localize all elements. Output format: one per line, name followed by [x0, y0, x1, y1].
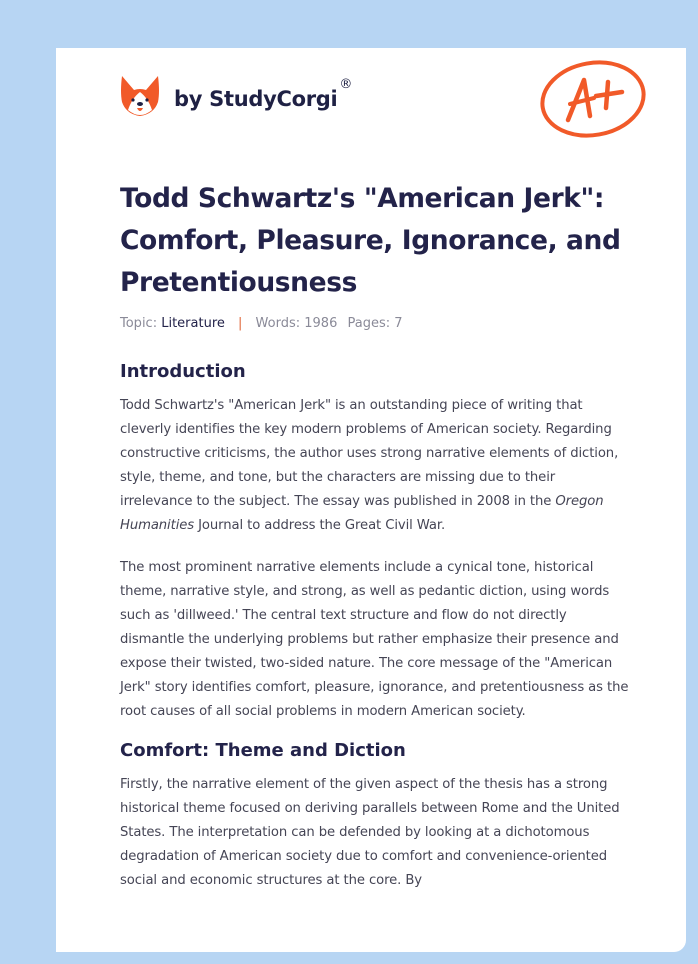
studycorgi-logo[interactable] [120, 74, 352, 118]
meta-separator: | [238, 316, 243, 331]
paragraph: Todd Schwartz's "American Jerk" is an outstanding piece of writing that cleverly identifies the key modern problems of American society. Regarding constructive criticisms, the author uses strong narrative elements of diction, style, theme, and tone, but the characters are missing due to their irrelevance to the subject. The essay was published in 2008 in the Oregon Humanities Journal to address the Great Civil War. [120, 398, 619, 533]
journal-title: Oregon Humanities [120, 494, 604, 533]
article-meta [120, 316, 630, 331]
topic-link[interactable]: Literature [161, 316, 225, 331]
section-heading-comfort: Comfort: Theme and Diction [120, 740, 406, 761]
pages-value: 7 [394, 316, 403, 331]
section-heading-introduction: Introduction [120, 361, 246, 382]
brand-name: by StudyCorgi® [174, 77, 353, 111]
a-plus-grade-icon [538, 58, 648, 147]
paragraph: The most prominent narrative elements include a cynical tone, historical theme, narrative style, and strong, as well as pedantic diction, using words such as 'dillweed.' The central text structure and flow do not directly dismantle the underlying problems but rather emphasize their presence and expose their twisted, two-sided nature. The core message of the "American Jerk" story identifies comfort, pleasure, ignorance, and pretentiousness as the root causes of all social problems in modern American society. [120, 560, 629, 719]
paragraph: Firstly, the narrative element of the given aspect of the thesis has a strong historical theme focused on deriving parallels between Rome and the United States. The interpretation can be defended by looking at a dichotomous degradation of American society due to comfort and convenience-oriented social and economic structures at the core. By [120, 777, 620, 888]
registered-mark: ® [339, 77, 353, 92]
article [120, 178, 630, 893]
document-card [56, 48, 686, 952]
topic-label: Topic: [120, 316, 158, 331]
page-title: Todd Schwartz's "American Jerk": Comfort, Pleasure, Ignorance, and Pretentiousness [120, 183, 621, 298]
words-label: Words: [255, 316, 301, 331]
words-value: 1986 [304, 316, 338, 331]
pages-label: Pages: [347, 316, 391, 331]
corgi-logo-icon [120, 74, 160, 118]
